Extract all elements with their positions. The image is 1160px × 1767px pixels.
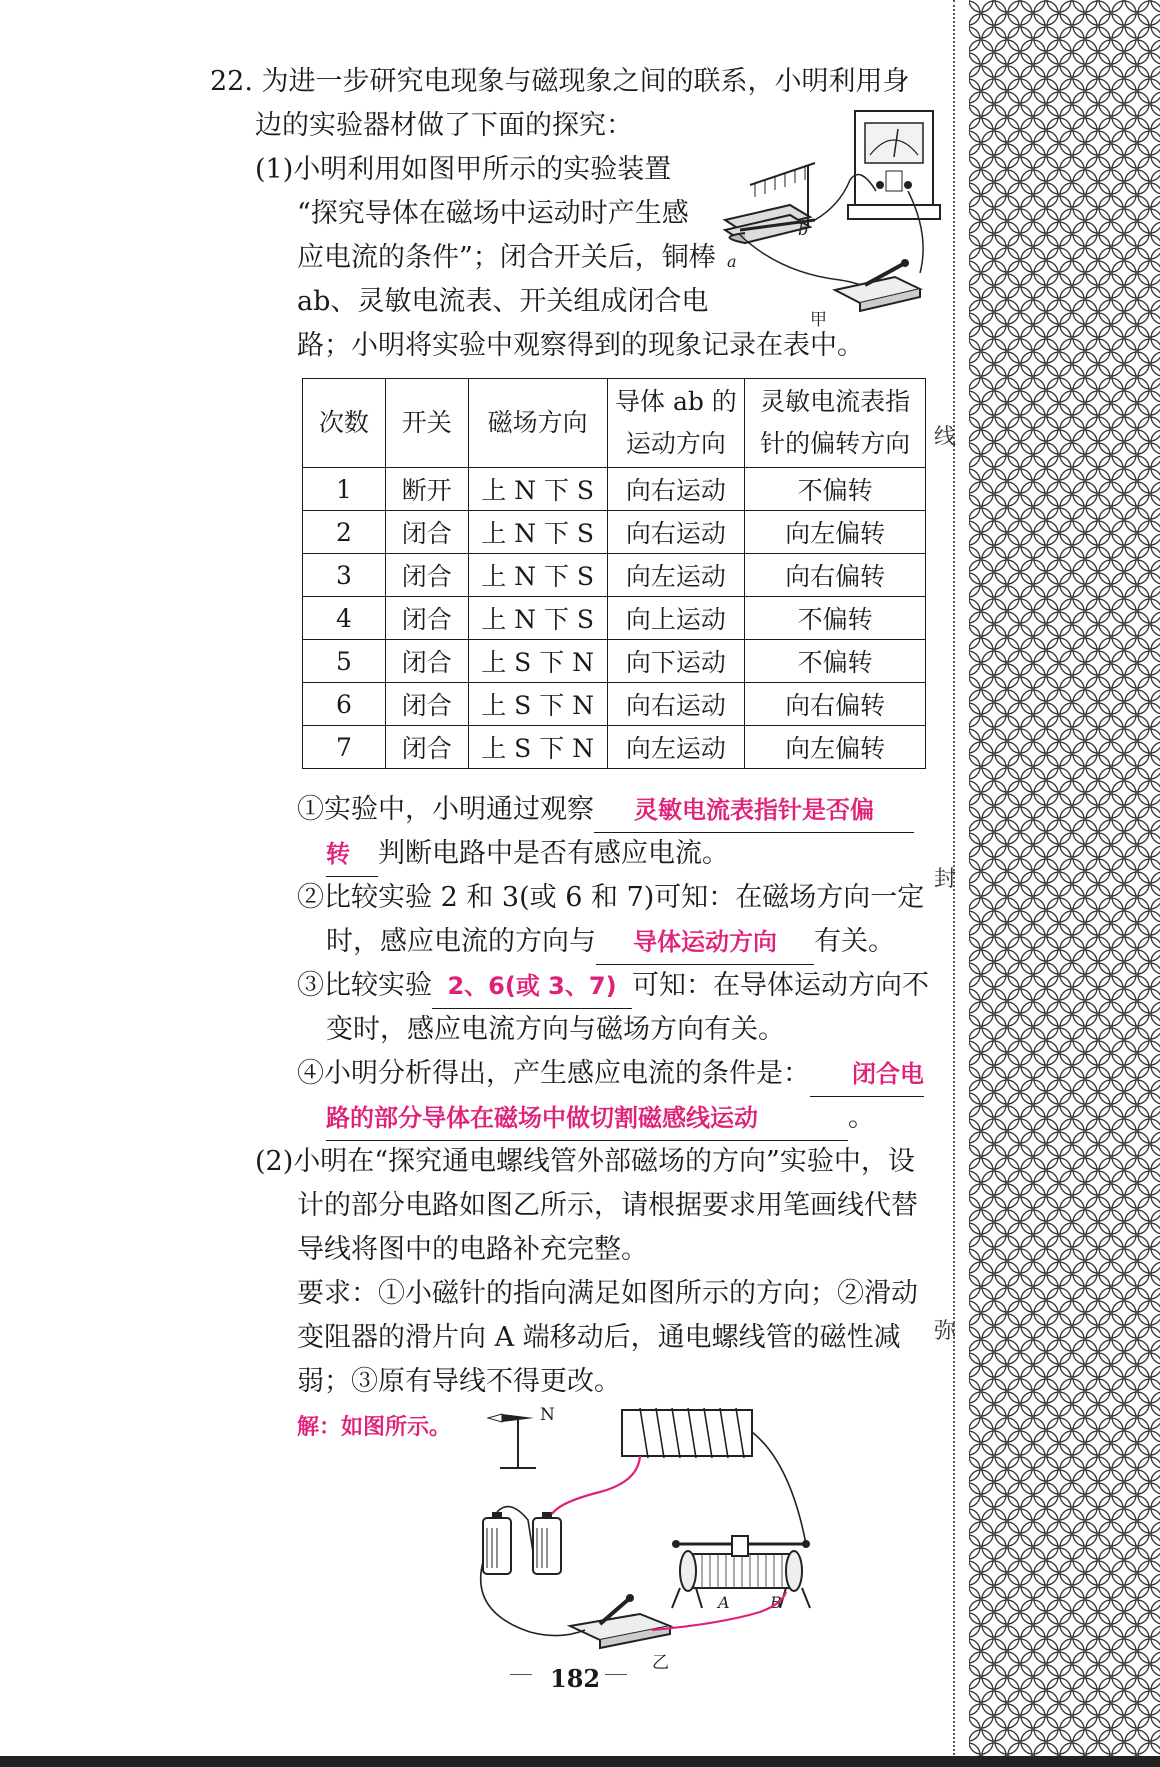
item1-line2: 转 判断电路中是否有感应电流。 [326, 832, 729, 877]
item1-answer-b: 转 [326, 832, 378, 877]
cell: 不偏转 [745, 640, 926, 683]
cell: 向右偏转 [745, 683, 926, 726]
header-deflection: 灵敏电流表指 针的偏转方向 [745, 379, 926, 468]
figure-jia-caption: 甲 [810, 310, 827, 330]
cell: 上 S 下 N [468, 640, 607, 683]
figure-yi-caption: 乙 [652, 1653, 669, 1672]
item2-answer: 导体运动方向 [596, 920, 814, 965]
cell: 向右运动 [607, 683, 745, 726]
cell: 向左偏转 [745, 726, 926, 769]
part1-line1: (1)小明利用如图甲所示的实验装置 [255, 154, 672, 185]
part1-line5: 路；小明将实验中观察得到的现象记录在表中。 [297, 330, 864, 361]
requirement-line2: 变阻器的滑片向 A 端移动后，通电螺线管的磁性减 [297, 1322, 901, 1353]
cell: 不偏转 [745, 468, 926, 511]
cell: 上 N 下 S [468, 511, 607, 554]
question-intro-line2: 边的实验器材做了下面的探究： [255, 110, 633, 141]
table-row [303, 597, 926, 640]
item3-answer: 2、6(或 3、7) [432, 964, 632, 1009]
part1-line2: “探究导体在磁场中运动时产生感 [297, 198, 689, 229]
part2-line2: 计的部分电路如图乙所示，请根据要求用笔画线代替 [297, 1190, 918, 1221]
page-number-dash-left [510, 1674, 532, 1675]
bottom-edge [0, 1756, 1160, 1767]
cell: 向下运动 [607, 640, 745, 683]
cell: 闭合 [385, 683, 468, 726]
cell: 5 [303, 640, 386, 683]
cell: 上 S 下 N [468, 726, 607, 769]
cell: 向右偏转 [745, 554, 926, 597]
cell: 向左运动 [607, 726, 745, 769]
table-row [303, 683, 926, 726]
requirement-line3: 弱；③原有导线不得更改。 [297, 1366, 621, 1397]
sliding-rheostat [672, 1536, 810, 1612]
header-switch: 开关 [385, 379, 468, 468]
page-number: 182 [550, 1664, 601, 1693]
cell: 2 [303, 511, 386, 554]
table-row [303, 726, 926, 769]
item4-answer-a: 闭合电 [810, 1052, 924, 1097]
galvanometer [848, 111, 940, 219]
item4-line2: 路的部分导体在磁场中做切割磁感线运动 。 [326, 1096, 875, 1141]
item2-line2: 时，感应电流的方向与 导体运动方向 有关。 [326, 920, 895, 965]
item4-line1: ④小明分析得出，产生感应电流的条件是： 闭合电 [297, 1052, 924, 1097]
side-mark-xian: 线 [934, 425, 957, 450]
compass-needle [488, 1405, 555, 1468]
question-intro-line1: 22. 为进一步研究电现象与磁现象之间的联系，小明利用身 [210, 66, 910, 97]
label-N: N [540, 1405, 555, 1425]
cell: 闭合 [385, 554, 468, 597]
item4-answer-b: 路的部分导体在磁场中做切割磁感线运动 [326, 1096, 848, 1141]
label-B: B [770, 1593, 782, 1612]
cell: 3 [303, 554, 386, 597]
item1-answer-a: 灵敏电流表指针是否偏 [594, 788, 914, 833]
cell: 闭合 [385, 640, 468, 683]
cell: 上 N 下 S [468, 597, 607, 640]
label-b: b [798, 220, 809, 239]
header-motion-direction: 导体 ab 的 运动方向 [607, 379, 745, 468]
table-row [303, 554, 926, 597]
figure-yi-solenoid-circuit [470, 1402, 850, 1672]
cell: 4 [303, 597, 386, 640]
cell: 1 [303, 468, 386, 511]
label-A: A [718, 1593, 730, 1612]
cell: 向右运动 [607, 511, 745, 554]
cell: 上 N 下 S [468, 468, 607, 511]
decorative-pattern-strip [955, 0, 1160, 1767]
part1-line3: 应电流的条件”；闭合开关后，铜棒 [297, 242, 716, 273]
side-mark-feng: 封 [934, 867, 957, 892]
cell: 7 [303, 726, 386, 769]
solenoid [622, 1408, 752, 1458]
item2-line1: ②比较实验 2 和 3(或 6 和 7)可知：在磁场方向一定 [297, 882, 925, 913]
switch [835, 259, 920, 311]
answer-wire-solenoid-battery [552, 1456, 640, 1514]
requirement-line1: 要求：①小磁针的指向满足如图所示的方向；②滑动 [297, 1278, 918, 1309]
item3-line2: 变时，感应电流方向与磁场方向有关。 [326, 1014, 785, 1045]
header-field-direction: 磁场方向 [468, 379, 607, 468]
item1-line1: ①实验中，小明通过观察 灵敏电流表指针是否偏 [297, 788, 914, 833]
part1-line4: ab、灵敏电流表、开关组成闭合电 [297, 286, 709, 317]
part2-line3: 导线将图中的电路补充完整。 [297, 1234, 648, 1265]
cell: 闭合 [385, 726, 468, 769]
battery-pack [483, 1512, 561, 1574]
table-row [303, 468, 926, 511]
cell: 不偏转 [745, 597, 926, 640]
header-count: 次数 [303, 379, 386, 468]
cell: 向右运动 [607, 468, 745, 511]
cell: 6 [303, 683, 386, 726]
cell: 断开 [385, 468, 468, 511]
table-row [303, 640, 926, 683]
table-row [303, 511, 926, 554]
table-header-row [303, 379, 926, 468]
side-mark-mi: 弥 [934, 1319, 957, 1344]
cell: 上 S 下 N [468, 683, 607, 726]
cell: 闭合 [385, 511, 468, 554]
solution-label: 解：如图所示。 [297, 1415, 452, 1440]
cell: 向左偏转 [745, 511, 926, 554]
label-a: a [727, 252, 737, 271]
figure-jia-induction-apparatus [720, 105, 945, 330]
item3-line1: ③比较实验 2、6(或 3、7) 可知：在导体运动方向不 [297, 964, 929, 1009]
experiment-table [302, 378, 926, 769]
page-number-dash-right [605, 1674, 627, 1675]
cell: 向左运动 [607, 554, 745, 597]
cell: 上 N 下 S [468, 554, 607, 597]
part2-line1: (2)小明在“探究通电螺线管外部磁场的方向”实验中，设 [255, 1146, 915, 1177]
cell: 闭合 [385, 597, 468, 640]
circuit-switch [570, 1594, 670, 1648]
cell: 向上运动 [607, 597, 745, 640]
